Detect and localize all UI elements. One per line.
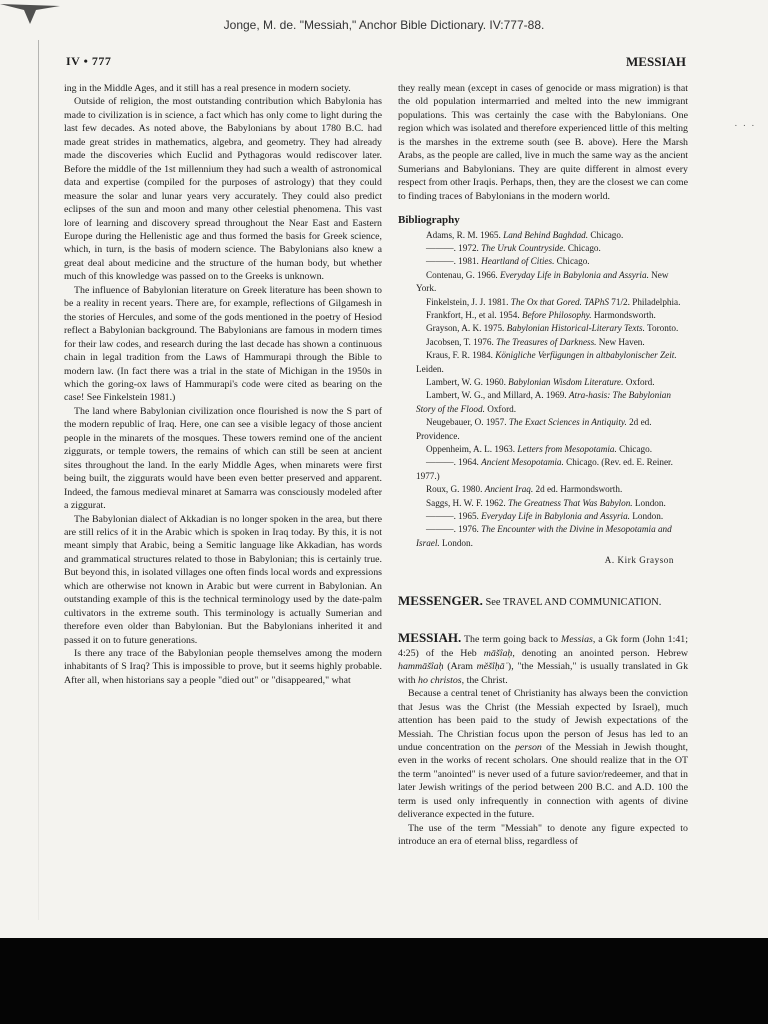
- right-column: [398, 82, 688, 849]
- bibliography-item: Roux, G. 1980. Ancient Iraq. 2d ed. Harmondsworth.: [426, 484, 623, 495]
- paragraph: Is there any trace of the Babylonian people themselves among the modern inhabitants of S Iraq? This is impossible to prove, but it seems highly probable. After all, when historians say a people "died out" or "disappeared," what: [64, 648, 382, 686]
- citation-header: Jonge, M. de. "Messiah," Anchor Bible Dictionary. IV:777-88.: [223, 18, 545, 32]
- margin-marks: . . .: [734, 118, 756, 128]
- bibliography-item: Oppenheim, A. L. 1963. Letters from Mesopotamia. Chicago.: [426, 444, 653, 455]
- bibliography-item: Lambert, W. G., and Millard, A. 1969. Atra-hasis: The Babylonian Story of the Flood. Oxford.: [416, 390, 671, 414]
- messiah-entry: [398, 631, 688, 848]
- paragraph: The influence of Babylonian literature on Greek literature has been shown to be a reality in recent years. There are, for example, reflections of Gilgamesh in the stories of Hercules, and some of the gods mentioned in the poetry of Hesiod reflect a Babylonian background. The Babylonians are famous in modern times for their law codes, and research during the last decade has shown a continuous chain in legal tradition from the Laws of Hammurapi through the Bible to modern law. (In fact there was a trial in the state of Michigan in the 1950s in which the goring-ox laws of Hammurapi's code were cited as bearing on the case! See Finkelstein 1981.): [64, 284, 382, 404]
- bibliography-item: Saggs, H. W. F. 1962. The Greatness That Was Babylon. London.: [426, 497, 666, 508]
- bibliography-heading: Bibliography: [398, 214, 460, 227]
- running-head-page: IV • 777: [66, 54, 112, 68]
- messenger-entry: [398, 594, 688, 610]
- paragraph: The land where Babylonian civilization once flourished is now the S part of the modern republic of Iraq. Here, one can see a visible legacy of those ancient people in the minarets of the mosques. These towers remind one of the ancient ziggurats, or temple towers, the remains of which can still be seen at ancient sites throughout the land. In the early Middle Ages, when minarets were first being built, the ziggurats would have been even better preserved and apparent. Indeed, the famous medieval minaret at Samarra was consciously modeled after a ziggurat.: [64, 405, 382, 512]
- scan-black-border: [0, 938, 768, 1024]
- paragraph: Because a central tenet of Christianity has always been the conviction that Jesus was the Christ (the Messiah expected by Israel), much attention has been paid to the study of Jewish expectations of the Messiah. The Christian focus upon the person of Jesus has led to an undue concentration on the person of the Messiah in Jewish thought, even in the works of recent scholars. One should realize that in the OT the term "anointed" is never used of a future savior/redeemer, and that in later Jewish writings of the period between 200 B.C. and A.D. 100 the term is used only infrequently in connection with agents of divine deliverance expected in the future.: [398, 688, 688, 821]
- entry-headword: MESSIAH.: [398, 630, 462, 646]
- bibliography-item: Contenau, G. 1966. Everyday Life in Babylonia and Assyria. New York.: [416, 269, 669, 294]
- paragraph: The Babylonian dialect of Akkadian is no longer spoken in the area, but there are still relics of it in the Arabic which is spoken in Iraq today. By this, it is not meant simply that Arabic, being a Semitic language like Akkadian, has words and grammatical structures related to those in Babylonian; this is certainly true. But beyond this, in isolated villages one often finds local words and expressions which are otherwise not known in Arabic but were current in Babylonian. An outstanding example of this is the technical terminology used by the date-palm cultivators in the extreme south. This terminology is actually Sumerian and therefore even older than Babylonian. But the Babylonians inherited it and passed it on to future generations.: [64, 513, 382, 646]
- bibliography-item: ———. 1976. The Encounter with the Divine in Mesopotamia and Israel. London.: [416, 524, 672, 548]
- paragraph: The use of the term "Messiah" to denote any figure expected to introduce an era of eternal bliss, regardless of: [398, 822, 688, 848]
- entry-text: See TRAVEL AND COMMUNICATION.: [482, 596, 662, 608]
- margin-shadow-line: [38, 40, 39, 920]
- bibliography-item: Jacobsen, T. 1976. The Treasures of Darkness. New Haven.: [426, 336, 645, 347]
- bibliography-item: Finkelstein, J. J. 1981. The Ox that Gored. TAPhS 71/2. Philadelphia.: [426, 296, 681, 307]
- paragraph: Outside of religion, the most outstanding contribution which Babylonia has made to civilization is in science, a fact which has only come to light during the last few decades. As noted above, the Babylonians by about 1780 B.C. had made great strides in mathematics, algebra, and geometry. They had already made the discoveries which Euclid and Pythagoras would rediscover later. Before the middle of the 1st millennium they had such a wealth of astronomical data and expertise (compiled for the purposes of astrology) that they could measure the solar and lunar years very accurately. They could also predict eclipses of the sun and moon and many other celestial phenomena. This vast lore of learning and discovery spread throughout the Near East and Eastern Europe during the Hellenistic age and thus formed the basis for Greek science, which, in turn, is the basis of modern science. The Babylonians also knew a great deal about medicine and the structure of the human body, but whether much of this knowledge was passed on to the Greeks is unknown.: [64, 96, 382, 283]
- bibliography-item: Adams, R. M. 1965. Land Behind Baghdad. Chicago.: [426, 229, 624, 240]
- left-column: [64, 82, 382, 687]
- bibliography-item: Grayson, A. K. 1975. Babylonian Historical-Literary Texts. Toronto.: [426, 323, 679, 334]
- paragraph: MESSIAH. The term going back to Messias, a Gk form (John 1:41; 4:25) of the Heb māšîaḥ, denoting an anointed person. Hebrew hammāšîaḥ (Aram mĕšîḥāʾ), "the Messiah," is usually translated in Gk with ho christos, the Christ.: [398, 630, 689, 686]
- paragraph: they really mean (except in cases of genocide or mass migration) is that the old population intermarried and melted into the new immigrant populations. This was certainly the case with the Babylonians. One region which was isolated and therefore experienced little of this melting is the marshes in the extreme south (see B. above). Here the Marsh Arabs, as the people are called, live in much the same way as the ancient Sumerians and Babylonians. They are quite different in almost every respect from other Iraqis. Perhaps, then, they are the closest we can come to finding traces of Babylonians in the modern world.: [398, 83, 688, 202]
- bibliography-item: Neugebauer, O. 1957. The Exact Sciences in Antiquity. 2d ed. Providence.: [416, 417, 652, 441]
- bibliography-list: [398, 229, 688, 551]
- bibliography-item: ———. 1981. Heartland of Cities. Chicago.: [426, 256, 590, 267]
- bibliography-item: ———. 1972. The Uruk Countryside. Chicago.: [426, 242, 601, 253]
- bibliography-item: Frankfort, H., et al. 1954. Before Philosophy. Harmondsworth.: [426, 309, 656, 320]
- bibliography-item: ———. 1965. Everyday Life in Babylonia and Assyria. London.: [426, 511, 664, 522]
- paragraph: ing in the Middle Ages, and it still has a real presence in modern society.: [64, 83, 351, 94]
- entry-headword: MESSENGER.: [398, 592, 483, 608]
- bibliography-item: ———. 1964. Ancient Mesopotamia. Chicago. (Rev. ed. E. Reiner. 1977.): [416, 457, 673, 481]
- running-head-title: MESSIAH: [626, 54, 686, 69]
- author-signature: A. Kirk Grayson: [604, 555, 674, 566]
- bibliography-item: Lambert, W. G. 1960. Babylonian Wisdom Literature. Oxford.: [426, 377, 655, 387]
- bibliography-item: Kraus, F. R. 1984. Königliche Verfügungen in altbabylonischer Zeit. Leiden.: [416, 350, 677, 374]
